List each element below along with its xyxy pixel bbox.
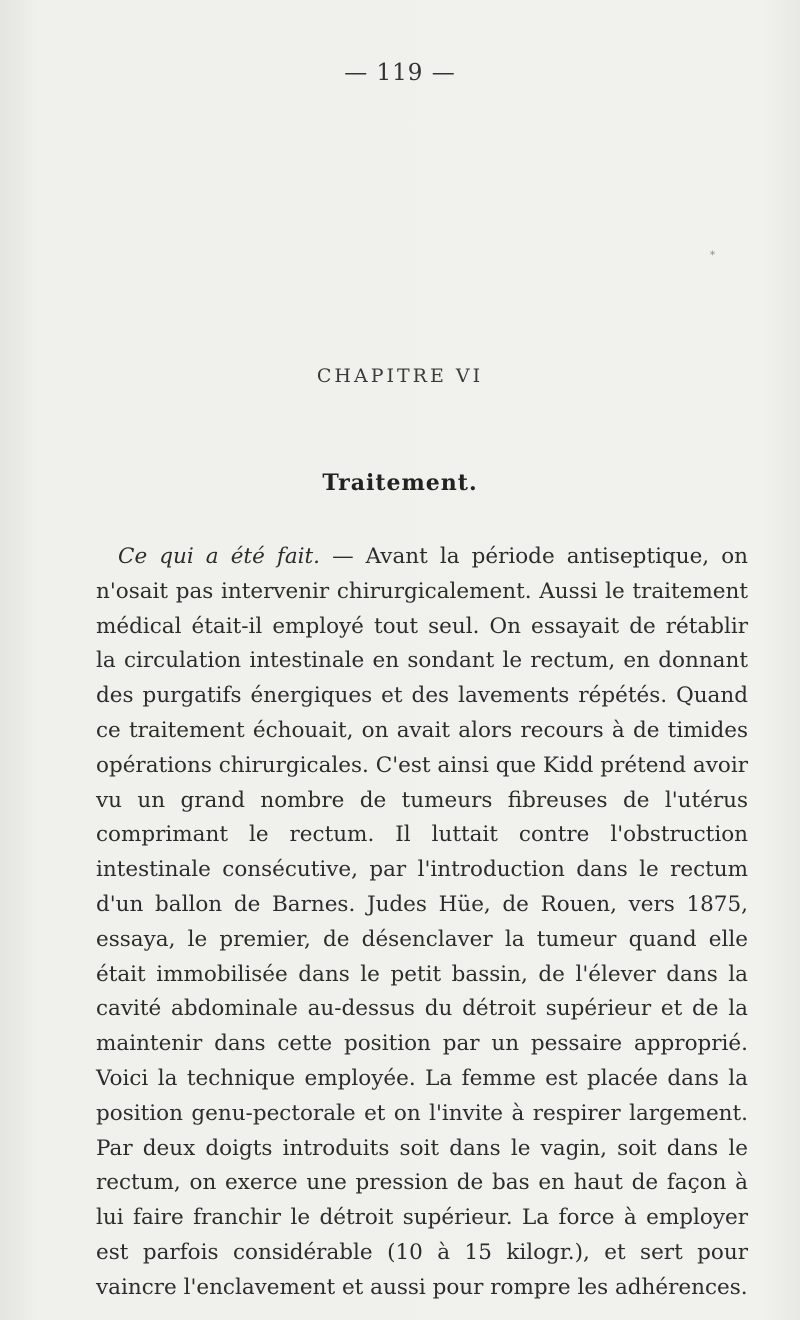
body-text — [96, 540, 748, 1306]
chapter-heading: CHAPITRE VI — [316, 365, 484, 387]
page-number: — 119 — — [344, 60, 456, 86]
paragraph-text: — Avant la période antiseptique, on n'osait pas intervenir chirurgicalement. Aussi le traitement médical était-il employé tout seul. On essayait de rétablir la circulation intestinale en sondant le rectum, en donnant des purgatifs énergiques et des lavements répétés. Quand ce traitement échouait, on avait alors recours à de timides opérations chirurgicales. C'est ainsi que Kidd prétend avoir vu un grand nombre de tumeurs fibreuses de l'utérus comprimant le rectum. Il luttait contre l'obstruction intestinale consécutive, par l'introduction dans le rectum d'un ballon de Barnes. Judes Hüe, de Rouen, vers 1875, essaya, le premier, de désenclaver la tumeur quand elle était immobilisée dans le petit bassin, de l'élever dans la cavité abdominale au-dessus du détroit supérieur et de la maintenir dans cette position par un pessaire approprié. Voici la technique employée. La femme est placée dans la position genu-pectorale et on l'invite à respirer largement. Par deux doigts introduits soit dans le vagin, soit dans le rectum, on exerce une pression de bas en haut de façon à lui faire franchir le détroit supérieur. La force à employer est parfois considérable (10 à 15 kilogr.), et sert pour vaincre l'enclavement et aussi pour rompre les adhérences. — [96, 544, 748, 1300]
paragraph-lead: Ce qui a été fait. — [118, 544, 320, 569]
section-title: Traitement. — [322, 470, 478, 496]
margin-mark: * — [710, 250, 715, 261]
paragraph — [96, 540, 748, 1306]
